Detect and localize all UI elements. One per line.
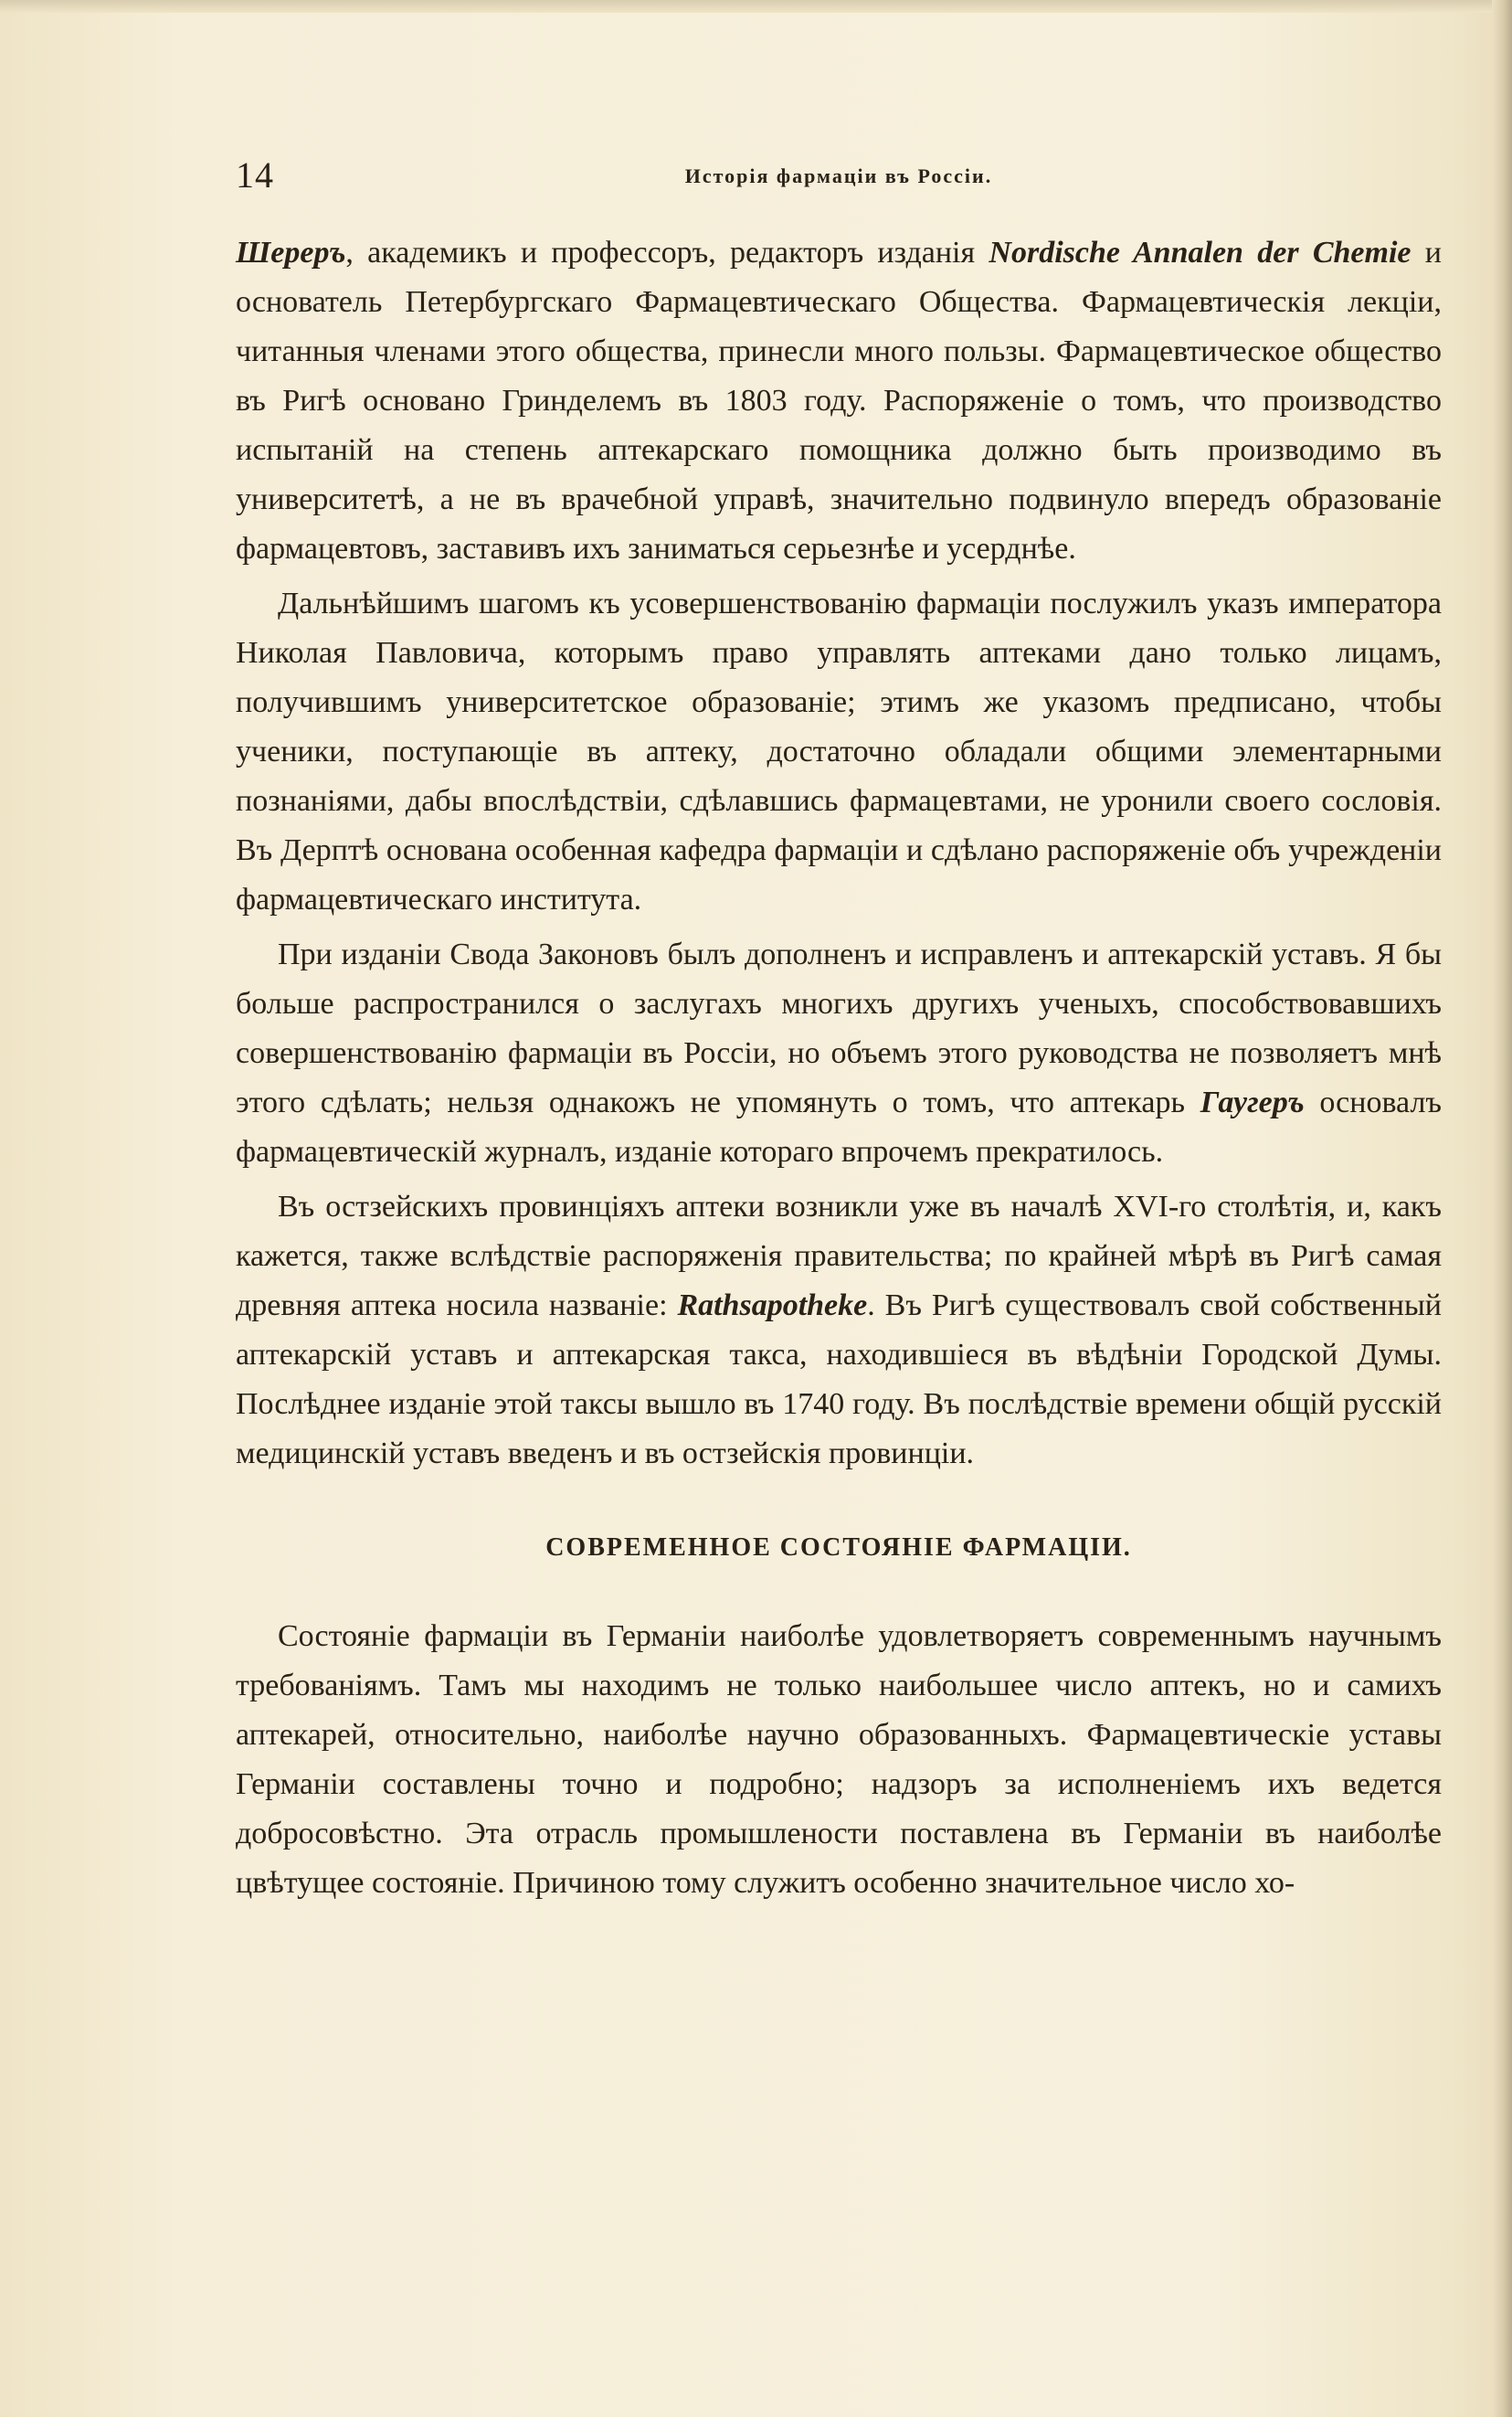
text-run: При изданіи Свода Законовъ былъ дополненъ и исправленъ и аптекарскій уставъ. Я бы больше распространился о заслугахъ многихъ другихъ ученыхъ, способствовавшихъ совершенствованію фармаціи въ Россіи, но объемъ этого руководства не позволяетъ мнѣ этого сдѣлать; нельзя однакожъ не упомянуть о томъ, что аптекарь [236,938,1442,1119]
paragraph [236,930,1442,1177]
text-run: и основатель Петербургскаго Фармацевтическаго Общества. Фармацевтическія лекціи, читанныя членами этого общества, принесли много пользы. Фармацевтическое общество въ Ригѣ основано Гринделемъ въ 1803 году. Распоряженіе о томъ, что производство испытаній на степень аптекарскаго помощника должно быть производимо въ университетѣ, а не въ врачебной управѣ, значительно подвинуло впередъ образованіе фармацевтовъ, заставивъ ихъ заниматься серьезнѣе и усерднѣе. [236,236,1442,566]
paragraphs-before-section [236,228,1442,1479]
italic-name: Rathsapotheke [677,1288,868,1322]
text-run: , академикъ и профессоръ, редакторъ изданія [345,236,989,270]
section-paragraphs [236,1612,1442,1908]
text-run: Дальнѣйшимъ шагомъ къ усовершенствованію фармаціи послужилъ указъ императора Николая Павловича, которымъ право управлять аптеками дано только лицамъ, получившимъ университетское образованіе; этимъ же указомъ предписано, чтобы ученики, поступающіе въ аптеку, достаточно обладали общими элементарными познаніями, дабы впослѣдствіи, сдѣлавшись фармацевтами, не уронили своего сословія. Въ Дерптѣ основана особенная кафедра фармаціи и сдѣлано распоряженіе объ учрежденіи фармацевтическаго института. [236,587,1442,917]
body-text [236,228,1442,1908]
paragraph [236,579,1442,925]
text-run: . Въ Ригѣ существовалъ свой собственный аптекарскій уставъ и аптекарская такса, находившіеся въ вѣдѣніи Городской Думы. Послѣднее изданіе этой таксы вышло въ 1740 году. Въ послѣдствіе времени общій русскій медицинскій уставъ введенъ и въ остзейскія провинціи. [236,1288,1442,1470]
text-run: Состояніе фармаціи въ Германіи наиболѣе удовлетворяетъ современнымъ научнымъ требованіямъ. Тамъ мы находимъ не только наибольшее число аптекъ, но и самихъ аптекарей, относительно, наиболѣе научно образованныхъ. Фармацевтическіе уставы Германіи составлены точно и подробно; надзоръ за исполненіемъ ихъ ведется добросовѣстно. Эта отрасль промышлености поставлена въ Германіи въ наиболѣе цвѣтущее состояніе. Причиною тому служитъ особенно значительное число хо- [236,1619,1442,1900]
italic-name: Nordische Annalen der Chemie [989,236,1412,270]
paragraph [236,1182,1442,1479]
italic-name: Шереръ [236,236,346,270]
running-title: Исторія фармаціи въ Россіи. [684,164,993,187]
text-run: основалъ фармацевтическій журналъ, изданіе котораго впрочемъ прекратилось. [236,1086,1442,1169]
paragraph [236,228,1442,574]
section-heading: СОВРЕМЕННОЕ СОСТОЯНІЕ ФАРМАЦІИ. [545,1533,1132,1562]
italic-name: Гаугеръ [1200,1086,1305,1119]
page-header [236,154,1442,208]
text-run: Въ остзейскихъ провинціяхъ аптеки возникли уже въ началѣ XVI-го столѣтія, и, какъ кажется, также вслѣдствіе распоряженія правительства; по крайней мѣрѣ въ Ригѣ самая древняя аптека носила названіе: [236,1190,1442,1322]
paragraph [236,1612,1442,1908]
page-number: 14 [236,154,274,196]
